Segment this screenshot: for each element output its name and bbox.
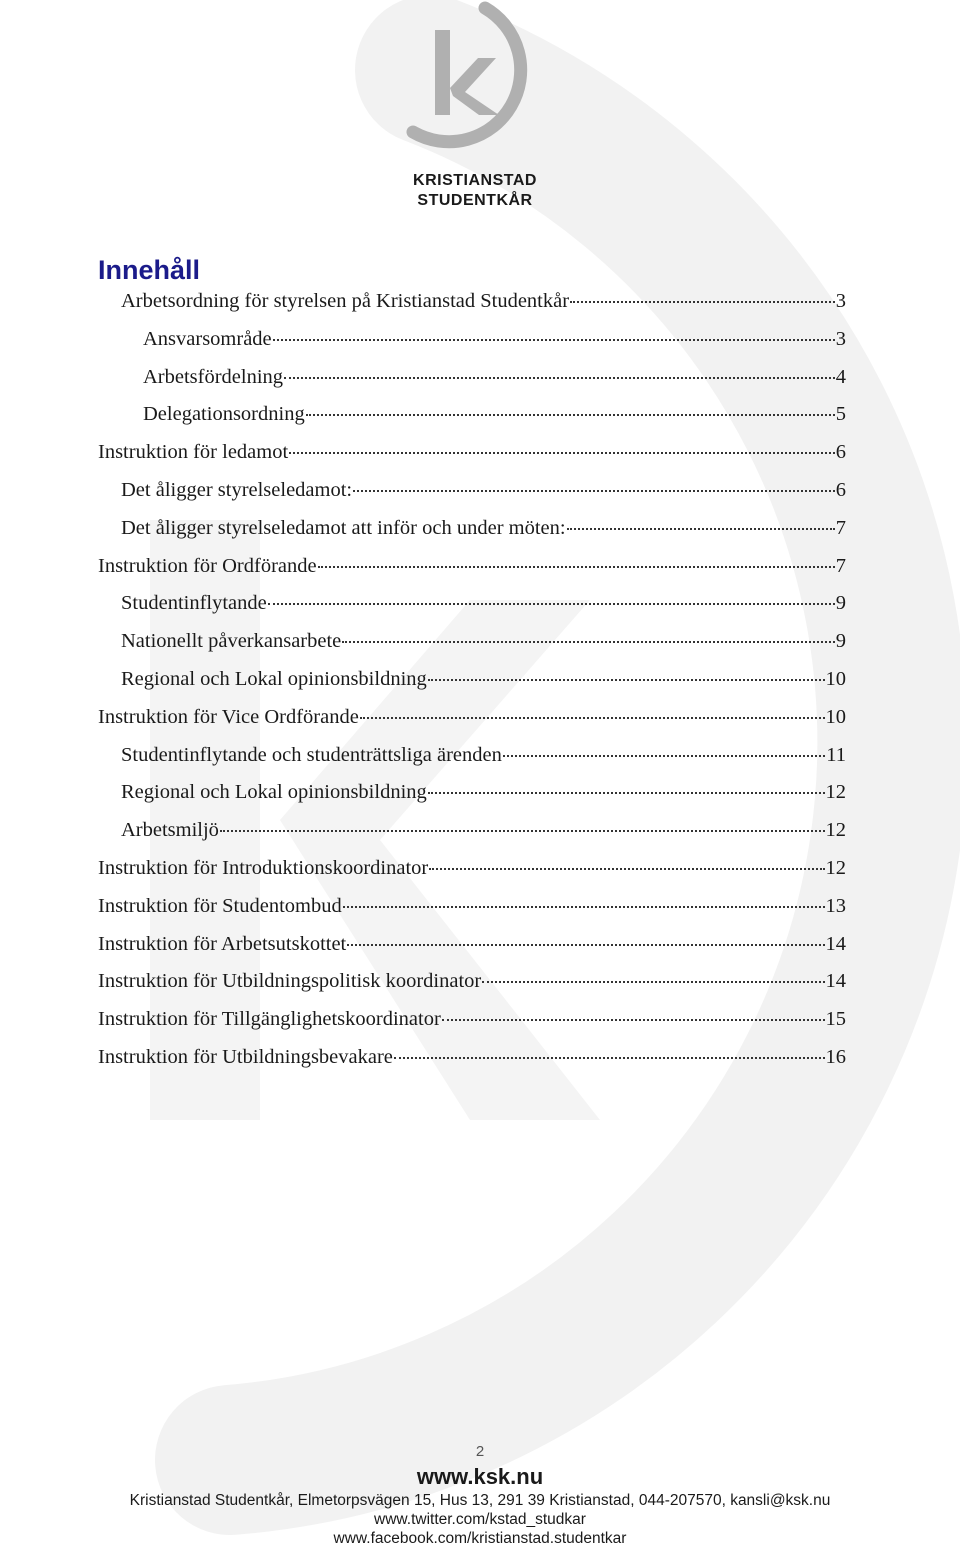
toc-entry[interactable]	[143, 366, 846, 396]
toc-entry-label: Ansvarsområde	[143, 328, 272, 350]
toc-entry[interactable]	[98, 1008, 846, 1038]
toc-entry-label: Instruktion för Utbildningsbevakare	[98, 1046, 393, 1068]
footer-facebook[interactable]: www.facebook.com/kristianstad.studentkar	[333, 1530, 627, 1547]
toc-entry-page: 13	[825, 895, 846, 917]
toc-entry[interactable]	[98, 555, 846, 585]
toc-entry-label: Det åligger styrelseledamot att inför och under möten:	[121, 517, 566, 539]
toc-entry-page: 14	[825, 970, 846, 992]
k-logo-icon	[395, 0, 555, 160]
toc-entry-label: Nationellt påverkansarbete	[121, 630, 342, 652]
toc-dot-leader	[273, 339, 835, 341]
toc-entry-label: Regional och Lokal opinionsbildning	[121, 781, 427, 803]
toc-entry-label: Studentinflytande	[121, 592, 267, 614]
footer-address: Kristianstad Studentkår, Elmetorpsvägen 15, Hus 13, 291 39 Kristianstad, 044-207570, kansli@ksk.nu	[129, 1492, 831, 1509]
toc-entry-label: Instruktion för Arbetsutskottet	[98, 933, 347, 955]
toc-dot-leader	[428, 792, 825, 794]
toc-entry[interactable]	[121, 819, 846, 849]
toc-dot-leader	[567, 528, 835, 530]
toc-entry-label: Instruktion för Tillgänglighetskoordinator	[98, 1008, 441, 1030]
toc-entry-label: Instruktion för ledamot	[98, 441, 289, 463]
toc-dot-leader	[442, 1019, 825, 1021]
toc-dot-leader	[429, 868, 824, 870]
toc-dot-leader	[394, 1057, 825, 1059]
toc-entry-page: 14	[825, 933, 846, 955]
toc-dot-leader	[347, 944, 824, 946]
footer-website[interactable]: www.ksk.nu	[416, 1464, 544, 1489]
toc-entry[interactable]	[98, 857, 846, 887]
toc-entry-page: 12	[825, 857, 846, 879]
toc-entry-label: Arbetsmiljö	[121, 819, 219, 841]
toc-entry[interactable]	[121, 517, 846, 547]
toc-dot-leader	[503, 755, 825, 757]
toc-entry[interactable]	[121, 668, 846, 698]
toc-dot-leader	[289, 452, 835, 454]
toc-entry-label: Instruktion för Ordförande	[98, 555, 317, 577]
toc-entry[interactable]	[121, 592, 846, 622]
toc-dot-leader	[360, 717, 825, 719]
toc-entry-page: 6	[835, 441, 846, 463]
toc-entry-label: Det åligger styrelseledamot:	[121, 479, 353, 501]
toc-entry-label: Instruktion för Vice Ordförande	[98, 706, 359, 728]
toc-entry-page: 5	[835, 403, 846, 425]
toc-entry[interactable]	[121, 781, 846, 811]
toc-entry-page: 12	[825, 819, 846, 841]
toc-dot-leader	[353, 490, 835, 492]
toc-dot-leader	[306, 414, 835, 416]
page-number: 2	[475, 1443, 485, 1460]
toc-dot-leader	[268, 603, 835, 605]
toc-entry-label: Arbetsfördelning	[143, 366, 284, 388]
toc-entry-page: 7	[835, 555, 846, 577]
logo-line-2: STUDENTKÅR	[417, 192, 533, 209]
toc-entry[interactable]	[143, 328, 846, 358]
toc-entry-page: 7	[835, 517, 846, 539]
toc-entry-page: 11	[826, 744, 846, 766]
toc-dot-leader	[570, 301, 835, 303]
toc-entry[interactable]	[98, 895, 846, 925]
toc-dot-leader	[284, 377, 835, 379]
toc-entry[interactable]	[121, 290, 846, 320]
toc-entry-label: Studentinflytande och studenträttsliga ärenden	[121, 744, 502, 766]
toc-entry[interactable]	[121, 479, 846, 509]
toc-entry-page: 12	[825, 781, 846, 803]
toc-dot-leader	[318, 566, 835, 568]
toc-entry-label: Instruktion för Studentombud	[98, 895, 342, 917]
toc-entry[interactable]	[98, 933, 846, 963]
toc-entry[interactable]	[121, 744, 846, 774]
toc-entry-page: 16	[825, 1046, 846, 1068]
toc-entry-page: 3	[835, 290, 846, 312]
toc-entry-page: 15	[825, 1008, 846, 1030]
toc-entry-page: 6	[835, 479, 846, 501]
toc-entry-page: 4	[835, 366, 846, 388]
toc-entry-label: Instruktion för Utbildningspolitisk koordinator	[98, 970, 482, 992]
toc-dot-leader	[428, 679, 825, 681]
toc-dot-leader	[482, 981, 824, 983]
toc-entry[interactable]	[98, 970, 846, 1000]
logo-line-1: KRISTIANSTAD	[413, 172, 537, 189]
toc-heading: Innehåll	[98, 255, 201, 285]
toc-entry-page: 9	[835, 630, 846, 652]
toc-dot-leader	[342, 641, 834, 643]
toc-entry-label: Arbetsordning för styrelsen på Kristianstad Studentkår	[121, 290, 570, 312]
toc-entry[interactable]	[98, 441, 846, 471]
toc-entry-label: Delegationsordning	[143, 403, 305, 425]
toc-entry[interactable]	[143, 403, 846, 433]
toc-entry-page: 3	[835, 328, 846, 350]
toc-entry-label: Instruktion för Introduktionskoordinator	[98, 857, 429, 879]
toc-entry[interactable]	[98, 706, 846, 736]
toc-entry-label: Regional och Lokal opinionsbildning	[121, 668, 427, 690]
toc-entry[interactable]	[98, 1046, 846, 1076]
toc-dot-leader	[343, 906, 825, 908]
toc-entry-page: 10	[825, 668, 846, 690]
toc-entry[interactable]	[121, 630, 846, 660]
studentkar-logo	[395, 0, 555, 215]
toc-entry-page: 9	[835, 592, 846, 614]
toc-dot-leader	[220, 830, 825, 832]
toc-entry-page: 10	[825, 706, 846, 728]
footer-twitter[interactable]: www.twitter.com/kstad_studkar	[374, 1511, 586, 1528]
